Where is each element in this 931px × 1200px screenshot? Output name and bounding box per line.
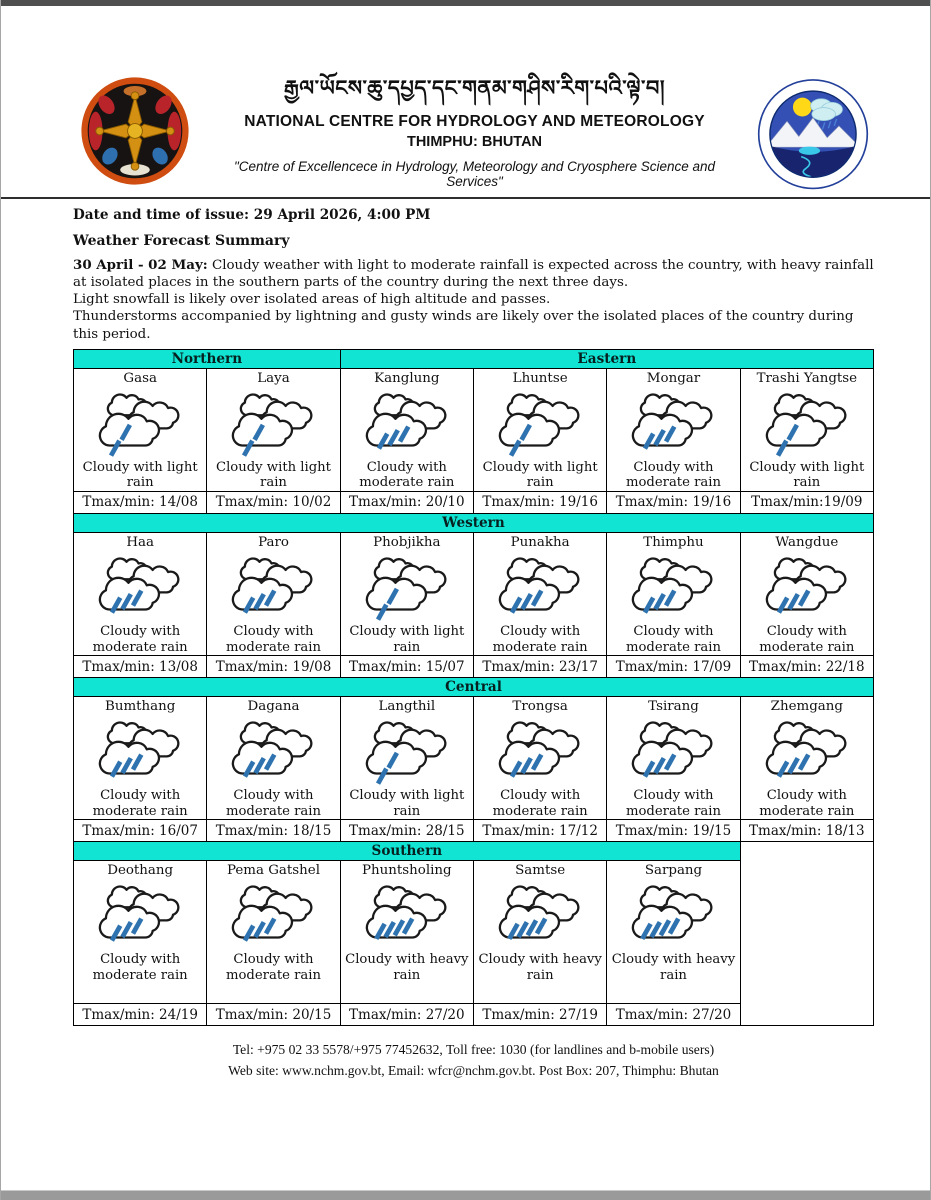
nchm-logo — [752, 74, 874, 192]
cloud-heavy-rain-icon — [489, 880, 591, 952]
forecast-cell-deothang — [74, 861, 207, 1004]
city-name: Deothang — [107, 863, 174, 879]
city-name: Phobjikha — [373, 534, 441, 550]
region-header-western: Western — [74, 513, 874, 532]
organization-location: THIMPHU: BHUTAN — [406, 134, 543, 151]
tmax-cell: Tmax/min: 27/20 — [607, 1004, 740, 1026]
cloud-moderate-rain-icon — [622, 716, 724, 788]
tmax-cell: Tmax/min: 28/15 — [340, 820, 473, 842]
cloud-moderate-rain-icon — [222, 552, 324, 624]
city-name: Sarpang — [644, 863, 703, 879]
forecast-cell-trongsa — [473, 697, 606, 820]
city-name: Bumthang — [104, 699, 176, 715]
forecast-text: Cloudy with moderate rain — [359, 459, 455, 491]
tmax-cell: Tmax/min: 20/15 — [207, 1004, 340, 1026]
tmax-cell: Tmax/min: 22/18 — [740, 656, 873, 678]
forecast-text: Cloudy with moderate rain — [625, 459, 721, 491]
forecast-cell-zhemgang — [740, 697, 873, 820]
forecast-cell-tsirang — [607, 697, 740, 820]
document-header — [1, 0, 930, 192]
forecast-body: Cloudy weather with light to moderate rainfall is expected across the country, with heavy rainfall at isolated places in the southern parts of the country during the next three days. — [73, 258, 874, 291]
forecast-text: Cloudy with moderate rain — [225, 788, 321, 819]
tmax-cell: Tmax/min: 18/13 — [740, 820, 873, 842]
cloud-moderate-rain-icon — [622, 388, 724, 460]
forecast-paragraph — [73, 257, 874, 291]
footer-contact-line: Tel: +975 02 33 5578/+975 77452632, Toll free: 1030 (for landlines and b-mobile users) — [232, 1042, 715, 1058]
header-divider — [1, 197, 930, 199]
tmax-cell: Tmax/min: 10/02 — [207, 491, 340, 513]
forecast-cell-dagana — [207, 697, 340, 820]
forecast-cell-wangdue — [740, 532, 873, 655]
cloud-moderate-rain-icon — [489, 716, 591, 788]
city-name: Trashi Yangtse — [756, 370, 858, 386]
forecast-snowfall-line: Light snowfall is likely over isolated areas of high altitude and passes. — [73, 292, 551, 308]
forecast-text: Cloudy with moderate rain — [92, 952, 188, 983]
region-header-eastern: Eastern — [340, 349, 873, 368]
forecast-text: Cloudy with heavy rain — [478, 952, 602, 983]
forecast-text: Cloudy with moderate rain — [625, 623, 721, 655]
cloud-moderate-rain-icon — [89, 880, 191, 952]
document-body — [73, 207, 874, 1081]
cloud-moderate-rain-icon — [356, 388, 458, 460]
forecast-text: Cloudy with moderate rain — [92, 788, 188, 819]
forecast-table — [73, 349, 874, 1026]
cloud-light-rain-icon — [356, 716, 458, 788]
forecast-text: Cloudy with light rain — [349, 623, 465, 655]
forecast-cell-samtse — [473, 861, 606, 1004]
tmax-cell: Tmax/min: 13/08 — [74, 656, 207, 678]
cloud-light-rain-icon — [222, 388, 324, 460]
city-name: Gasa — [123, 370, 157, 386]
forecast-cell-phuntsholing — [340, 861, 473, 1004]
city-name: Zhemgang — [770, 699, 843, 715]
city-name: Paro — [258, 534, 289, 550]
page-top-edge — [1, 0, 930, 6]
forecast-text: Cloudy with moderate rain — [492, 623, 588, 655]
forecast-cell-sarpang — [607, 861, 740, 1004]
tibetan-title: རྒྱལ་ཡོངས་ཆུ་དཔྱད་དང་གནམ་གཤིས་རིག་པའི་ལྟེ་བ། — [283, 75, 666, 100]
tmax-cell: Tmax/min: 14/08 — [74, 491, 207, 513]
city-name: Samtse — [515, 863, 566, 879]
forecast-text: Cloudy with moderate rain — [759, 788, 855, 819]
header-titles — [197, 74, 752, 189]
city-name: Langthil — [378, 699, 436, 715]
forecast-text: Cloudy with heavy rain — [611, 952, 736, 983]
region-header-central: Central — [74, 678, 874, 697]
tmax-cell: Tmax/min: 17/09 — [607, 656, 740, 678]
forecast-text: Cloudy with moderate rain — [625, 788, 721, 819]
forecast-cell-thimphu — [607, 532, 740, 655]
tmax-cell: Tmax/min: 19/16 — [473, 491, 606, 513]
tmax-cell: Tmax/min: 19/16 — [607, 491, 740, 513]
tmax-cell: Tmax/min: 16/07 — [74, 820, 207, 842]
cloud-moderate-rain-icon — [222, 880, 324, 952]
forecast-text: Cloudy with light rain — [749, 459, 865, 491]
city-name: Wangdue — [775, 534, 839, 550]
tmax-cell: Tmax/min: 19/15 — [607, 820, 740, 842]
cloud-moderate-rain-icon — [756, 552, 858, 624]
tmax-cell: Tmax/min: 20/10 — [340, 491, 473, 513]
bhutan-emblem-logo — [73, 74, 197, 188]
cloud-moderate-rain-icon — [222, 716, 324, 788]
forecast-text: Cloudy with light rain — [349, 788, 465, 819]
footer-web-line: Web site: www.nchm.gov.bt, Email: wfcr@nchm.gov.bt. Post Box: 207, Thimphu: Bhutan — [228, 1063, 719, 1079]
cloud-moderate-rain-icon — [756, 716, 858, 788]
forecast-period: 30 April - 02 May: — [73, 257, 208, 273]
city-name: Punakha — [510, 534, 570, 550]
city-name: Mongar — [646, 370, 701, 386]
forecast-cell-laya — [207, 368, 340, 491]
cloud-moderate-rain-icon — [89, 716, 191, 788]
tmax-cell: Tmax/min: 15/07 — [340, 656, 473, 678]
cloud-moderate-rain-icon — [489, 552, 591, 624]
forecast-cell-gasa — [74, 368, 207, 491]
forecast-text: Cloudy with moderate rain — [225, 623, 321, 655]
forecast-cell-haa — [74, 532, 207, 655]
cloud-heavy-rain-icon — [356, 880, 458, 952]
tmax-cell: Tmax/min: 19/08 — [207, 656, 340, 678]
cloud-moderate-rain-icon — [622, 552, 724, 624]
summary-heading: Weather Forecast Summary — [73, 233, 290, 249]
tmax-cell: Tmax/min: 23/17 — [473, 656, 606, 678]
city-name: Laya — [257, 370, 290, 386]
forecast-text: Cloudy with heavy rain — [345, 952, 469, 983]
city-name: Pema Gatshel — [226, 863, 321, 879]
tmax-cell: Tmax/min:19/09 — [740, 491, 873, 513]
tmax-cell: Tmax/min: 18/15 — [207, 820, 340, 842]
forecast-text: Cloudy with moderate rain — [759, 623, 855, 655]
forecast-text: Cloudy with light rain — [482, 459, 598, 491]
forecast-text: Cloudy with moderate rain — [92, 623, 188, 655]
forecast-cell-trashi-yangtse — [740, 368, 873, 491]
organization-name: NATIONAL CENTRE FOR HYDROLOGY AND METEOROLOGY — [244, 113, 705, 131]
forecast-cell-pema-gatshel — [207, 861, 340, 1004]
city-name: Dagana — [247, 699, 300, 715]
forecast-table-body — [74, 349, 874, 1025]
issue-datetime: Date and time of issue: 29 April 2026, 4:00 PM — [73, 207, 431, 223]
city-name: Kanglung — [374, 370, 440, 386]
city-name: Trongsa — [512, 699, 568, 715]
city-name: Thimphu — [643, 534, 704, 550]
cloud-light-rain-icon — [756, 388, 858, 460]
cloud-light-rain-icon — [356, 552, 458, 624]
page-bottom-edge — [1, 1190, 930, 1200]
forecast-cell-phobjikha — [340, 532, 473, 655]
cloud-light-rain-icon — [489, 388, 591, 460]
city-name: Phuntsholing — [362, 863, 452, 879]
document-footer — [73, 1039, 874, 1081]
forecast-cell-punakha — [473, 532, 606, 655]
cloud-heavy-rain-icon — [622, 880, 724, 952]
forecast-cell-paro — [207, 532, 340, 655]
region-header-northern: Northern — [74, 349, 341, 368]
organization-tagline: "Centre of Excellencece in Hydrology, Meteorology and Cryosphere Science and Services" — [233, 159, 716, 190]
tmax-cell: Tmax/min: 17/12 — [473, 820, 606, 842]
cloud-light-rain-icon — [89, 388, 191, 460]
cloud-moderate-rain-icon — [89, 552, 191, 624]
forecast-text: Cloudy with moderate rain — [492, 788, 588, 819]
tmax-cell: Tmax/min: 27/20 — [340, 1004, 473, 1026]
forecast-cell-lhuntse — [473, 368, 606, 491]
forecast-thunderstorm-line: Thunderstorms accompanied by lightning and gusty winds are likely over the isolated places of the country during this period. — [73, 309, 854, 342]
city-name: Haa — [126, 534, 154, 550]
tmax-cell: Tmax/min: 27/19 — [473, 1004, 606, 1026]
region-header-southern: Southern — [74, 842, 741, 861]
forecast-text: Cloudy with light rain — [82, 459, 198, 491]
forecast-text: Cloudy with light rain — [215, 459, 331, 491]
forecast-cell-bumthang — [74, 697, 207, 820]
forecast-cell-langthil — [340, 697, 473, 820]
forecast-cell-mongar — [607, 368, 740, 491]
empty-cell — [740, 842, 873, 1026]
city-name: Lhuntse — [512, 370, 568, 386]
forecast-cell-kanglung — [340, 368, 473, 491]
city-name: Tsirang — [648, 699, 699, 715]
tmax-cell: Tmax/min: 24/19 — [74, 1004, 207, 1026]
forecast-text: Cloudy with moderate rain — [225, 952, 321, 983]
